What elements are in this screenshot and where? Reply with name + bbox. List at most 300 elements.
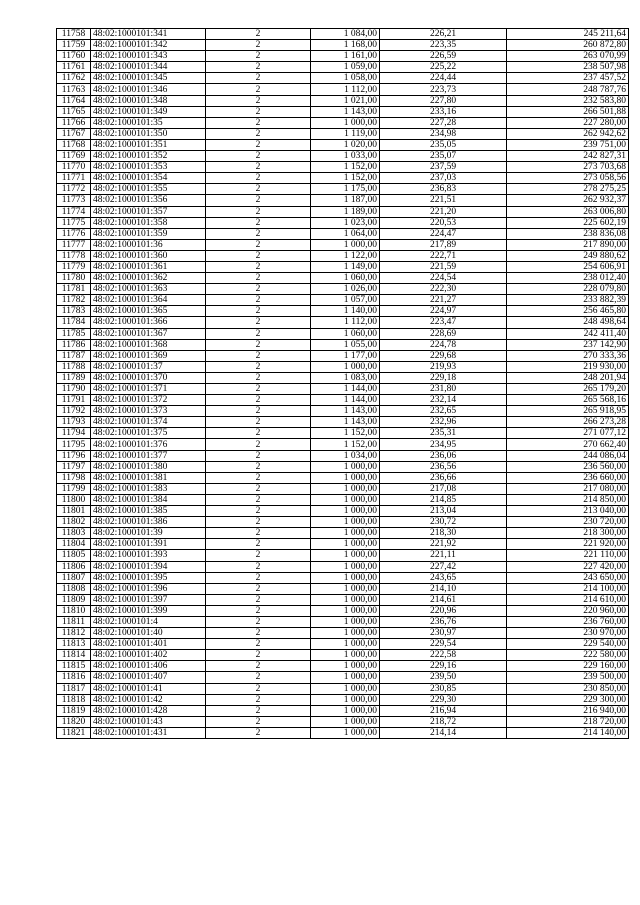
category-cell: 2 bbox=[206, 29, 311, 40]
table-row bbox=[57, 439, 629, 450]
table-row bbox=[57, 694, 629, 705]
table-row bbox=[57, 727, 629, 738]
table-row bbox=[57, 139, 629, 150]
table-row bbox=[57, 40, 629, 51]
table-row bbox=[57, 29, 629, 40]
total-value-cell: 248 787,76 bbox=[507, 84, 629, 95]
unit-value-cell: 229,18 bbox=[380, 372, 507, 383]
total-value-cell: 245 211,64 bbox=[507, 29, 629, 40]
row-number-cell: 11760 bbox=[57, 51, 91, 62]
row-number-cell: 11784 bbox=[57, 317, 91, 328]
table-row bbox=[57, 173, 629, 184]
category-cell: 2 bbox=[206, 250, 311, 261]
total-value-cell: 238 836,08 bbox=[507, 228, 629, 239]
unit-value-cell: 232,65 bbox=[380, 406, 507, 417]
row-number-cell: 11779 bbox=[57, 261, 91, 272]
category-cell: 2 bbox=[206, 550, 311, 561]
table-row bbox=[57, 384, 629, 395]
area-cell: 1 000,00 bbox=[311, 605, 380, 616]
unit-value-cell: 221,11 bbox=[380, 550, 507, 561]
total-value-cell: 229 300,00 bbox=[507, 694, 629, 705]
total-value-cell: 265 179,20 bbox=[507, 384, 629, 395]
area-cell: 1 000,00 bbox=[311, 672, 380, 683]
category-cell: 2 bbox=[206, 372, 311, 383]
row-number-cell: 11789 bbox=[57, 372, 91, 383]
cadastral-number-cell: 48:02:1000101:402 bbox=[91, 650, 206, 661]
category-cell: 2 bbox=[206, 195, 311, 206]
cadastral-number-cell: 48:02:1000101:381 bbox=[91, 472, 206, 483]
total-value-cell: 278 275,25 bbox=[507, 184, 629, 195]
unit-value-cell: 213,04 bbox=[380, 506, 507, 517]
area-cell: 1 058,00 bbox=[311, 73, 380, 84]
row-number-cell: 11806 bbox=[57, 561, 91, 572]
cadastral-number-cell: 48:02:1000101:358 bbox=[91, 217, 206, 228]
cadastral-number-cell: 48:02:1000101:344 bbox=[91, 62, 206, 73]
area-cell: 1 000,00 bbox=[311, 639, 380, 650]
category-cell: 2 bbox=[206, 616, 311, 627]
area-cell: 1 000,00 bbox=[311, 572, 380, 583]
cadastral-number-cell: 48:02:1000101:368 bbox=[91, 339, 206, 350]
total-value-cell: 228 079,80 bbox=[507, 284, 629, 295]
area-cell: 1 057,00 bbox=[311, 295, 380, 306]
category-cell: 2 bbox=[206, 95, 311, 106]
row-number-cell: 11769 bbox=[57, 151, 91, 162]
cadastral-number-cell: 48:02:1000101:352 bbox=[91, 151, 206, 162]
total-value-cell: 256 465,80 bbox=[507, 306, 629, 317]
row-number-cell: 11804 bbox=[57, 539, 91, 550]
total-value-cell: 244 086,04 bbox=[507, 450, 629, 461]
unit-value-cell: 214,61 bbox=[380, 594, 507, 605]
category-cell: 2 bbox=[206, 206, 311, 217]
unit-value-cell: 214,85 bbox=[380, 494, 507, 505]
unit-value-cell: 231,80 bbox=[380, 384, 507, 395]
area-cell: 1 149,00 bbox=[311, 261, 380, 272]
area-cell: 1 189,00 bbox=[311, 206, 380, 217]
unit-value-cell: 236,06 bbox=[380, 450, 507, 461]
row-number-cell: 11818 bbox=[57, 694, 91, 705]
area-cell: 1 152,00 bbox=[311, 162, 380, 173]
row-number-cell: 11821 bbox=[57, 727, 91, 738]
table-row bbox=[57, 239, 629, 250]
row-number-cell: 11771 bbox=[57, 173, 91, 184]
row-number-cell: 11778 bbox=[57, 250, 91, 261]
area-cell: 1 000,00 bbox=[311, 594, 380, 605]
table-row bbox=[57, 628, 629, 639]
cadastral-number-cell: 48:02:1000101:406 bbox=[91, 661, 206, 672]
area-cell: 1 000,00 bbox=[311, 528, 380, 539]
table-row bbox=[57, 461, 629, 472]
category-cell: 2 bbox=[206, 106, 311, 117]
cadastral-number-cell: 48:02:1000101:349 bbox=[91, 106, 206, 117]
total-value-cell: 236 760,00 bbox=[507, 616, 629, 627]
unit-value-cell: 233,16 bbox=[380, 106, 507, 117]
unit-value-cell: 218,72 bbox=[380, 716, 507, 727]
area-cell: 1 000,00 bbox=[311, 628, 380, 639]
unit-value-cell: 232,14 bbox=[380, 395, 507, 406]
cadastral-number-cell: 48:02:1000101:369 bbox=[91, 350, 206, 361]
unit-value-cell: 224,97 bbox=[380, 306, 507, 317]
unit-value-cell: 228,69 bbox=[380, 328, 507, 339]
cadastral-number-cell: 48:02:1000101:37 bbox=[91, 361, 206, 372]
area-cell: 1 021,00 bbox=[311, 95, 380, 106]
table-row bbox=[57, 583, 629, 594]
unit-value-cell: 220,96 bbox=[380, 605, 507, 616]
area-cell: 1 000,00 bbox=[311, 661, 380, 672]
category-cell: 2 bbox=[206, 506, 311, 517]
row-number-cell: 11772 bbox=[57, 184, 91, 195]
category-cell: 2 bbox=[206, 173, 311, 184]
category-cell: 2 bbox=[206, 661, 311, 672]
total-value-cell: 217 080,00 bbox=[507, 483, 629, 494]
row-number-cell: 11795 bbox=[57, 439, 91, 450]
table-row bbox=[57, 261, 629, 272]
category-cell: 2 bbox=[206, 628, 311, 639]
total-value-cell: 237 457,52 bbox=[507, 73, 629, 84]
total-value-cell: 266 273,28 bbox=[507, 417, 629, 428]
table-row bbox=[57, 328, 629, 339]
unit-value-cell: 217,08 bbox=[380, 483, 507, 494]
area-cell: 1 026,00 bbox=[311, 284, 380, 295]
unit-value-cell: 223,73 bbox=[380, 84, 507, 95]
area-cell: 1 187,00 bbox=[311, 195, 380, 206]
area-cell: 1 000,00 bbox=[311, 239, 380, 250]
table-row bbox=[57, 372, 629, 383]
row-number-cell: 11816 bbox=[57, 672, 91, 683]
area-cell: 1 152,00 bbox=[311, 428, 380, 439]
unit-value-cell: 220,53 bbox=[380, 217, 507, 228]
cadastral-number-cell: 48:02:1000101:428 bbox=[91, 705, 206, 716]
unit-value-cell: 235,31 bbox=[380, 428, 507, 439]
category-cell: 2 bbox=[206, 139, 311, 150]
category-cell: 2 bbox=[206, 306, 311, 317]
cadastral-number-cell: 48:02:1000101:364 bbox=[91, 295, 206, 306]
row-number-cell: 11817 bbox=[57, 683, 91, 694]
unit-value-cell: 219,93 bbox=[380, 361, 507, 372]
row-number-cell: 11820 bbox=[57, 716, 91, 727]
total-value-cell: 227 420,00 bbox=[507, 561, 629, 572]
category-cell: 2 bbox=[206, 273, 311, 284]
total-value-cell: 263 006,80 bbox=[507, 206, 629, 217]
category-cell: 2 bbox=[206, 84, 311, 95]
unit-value-cell: 223,35 bbox=[380, 40, 507, 51]
unit-value-cell: 217,89 bbox=[380, 239, 507, 250]
row-number-cell: 11810 bbox=[57, 605, 91, 616]
category-cell: 2 bbox=[206, 517, 311, 528]
category-cell: 2 bbox=[206, 284, 311, 295]
table-row bbox=[57, 406, 629, 417]
category-cell: 2 bbox=[206, 494, 311, 505]
row-number-cell: 11808 bbox=[57, 583, 91, 594]
row-number-cell: 11765 bbox=[57, 106, 91, 117]
category-cell: 2 bbox=[206, 727, 311, 738]
area-cell: 1 119,00 bbox=[311, 128, 380, 139]
total-value-cell: 273 058,56 bbox=[507, 173, 629, 184]
row-number-cell: 11801 bbox=[57, 506, 91, 517]
row-number-cell: 11766 bbox=[57, 117, 91, 128]
row-number-cell: 11800 bbox=[57, 494, 91, 505]
row-number-cell: 11790 bbox=[57, 384, 91, 395]
row-number-cell: 11797 bbox=[57, 461, 91, 472]
total-value-cell: 239 751,00 bbox=[507, 139, 629, 150]
table-body bbox=[57, 29, 629, 739]
area-cell: 1 140,00 bbox=[311, 306, 380, 317]
category-cell: 2 bbox=[206, 716, 311, 727]
area-cell: 1 034,00 bbox=[311, 450, 380, 461]
category-cell: 2 bbox=[206, 694, 311, 705]
total-value-cell: 248 498,64 bbox=[507, 317, 629, 328]
cadastral-number-cell: 48:02:1000101:375 bbox=[91, 428, 206, 439]
table-row bbox=[57, 228, 629, 239]
row-number-cell: 11786 bbox=[57, 339, 91, 350]
total-value-cell: 214 610,00 bbox=[507, 594, 629, 605]
category-cell: 2 bbox=[206, 639, 311, 650]
total-value-cell: 217 890,00 bbox=[507, 239, 629, 250]
cadastral-number-cell: 48:02:1000101:361 bbox=[91, 261, 206, 272]
table-row bbox=[57, 639, 629, 650]
table-row bbox=[57, 395, 629, 406]
table-row bbox=[57, 716, 629, 727]
unit-value-cell: 232,96 bbox=[380, 417, 507, 428]
cadastral-number-cell: 48:02:1000101:357 bbox=[91, 206, 206, 217]
unit-value-cell: 223,47 bbox=[380, 317, 507, 328]
row-number-cell: 11758 bbox=[57, 29, 91, 40]
area-cell: 1 177,00 bbox=[311, 350, 380, 361]
area-cell: 1 055,00 bbox=[311, 339, 380, 350]
unit-value-cell: 229,30 bbox=[380, 694, 507, 705]
unit-value-cell: 226,59 bbox=[380, 51, 507, 62]
area-cell: 1 000,00 bbox=[311, 583, 380, 594]
cadastral-number-cell: 48:02:1000101:391 bbox=[91, 539, 206, 550]
cadastral-number-cell: 48:02:1000101:43 bbox=[91, 716, 206, 727]
table-row bbox=[57, 73, 629, 84]
unit-value-cell: 224,54 bbox=[380, 273, 507, 284]
table-row bbox=[57, 217, 629, 228]
area-cell: 1 112,00 bbox=[311, 317, 380, 328]
total-value-cell: 221 920,00 bbox=[507, 539, 629, 550]
row-number-cell: 11812 bbox=[57, 628, 91, 639]
unit-value-cell: 230,97 bbox=[380, 628, 507, 639]
total-value-cell: 222 580,00 bbox=[507, 650, 629, 661]
cadastral-number-cell: 48:02:1000101:401 bbox=[91, 639, 206, 650]
total-value-cell: 218 720,00 bbox=[507, 716, 629, 727]
total-value-cell: 248 201,94 bbox=[507, 372, 629, 383]
unit-value-cell: 222,71 bbox=[380, 250, 507, 261]
row-number-cell: 11805 bbox=[57, 550, 91, 561]
cadastral-number-cell: 48:02:1000101:4 bbox=[91, 616, 206, 627]
row-number-cell: 11788 bbox=[57, 361, 91, 372]
table-row bbox=[57, 417, 629, 428]
unit-value-cell: 236,56 bbox=[380, 461, 507, 472]
area-cell: 1 059,00 bbox=[311, 62, 380, 73]
unit-value-cell: 218,30 bbox=[380, 528, 507, 539]
total-value-cell: 220 960,00 bbox=[507, 605, 629, 616]
area-cell: 1 083,00 bbox=[311, 372, 380, 383]
table-row bbox=[57, 284, 629, 295]
unit-value-cell: 222,58 bbox=[380, 650, 507, 661]
category-cell: 2 bbox=[206, 428, 311, 439]
unit-value-cell: 221,27 bbox=[380, 295, 507, 306]
row-number-cell: 11780 bbox=[57, 273, 91, 284]
cadastral-number-cell: 48:02:1000101:362 bbox=[91, 273, 206, 284]
cadastral-number-cell: 48:02:1000101:40 bbox=[91, 628, 206, 639]
unit-value-cell: 216,94 bbox=[380, 705, 507, 716]
row-number-cell: 11787 bbox=[57, 350, 91, 361]
cadastral-number-cell: 48:02:1000101:407 bbox=[91, 672, 206, 683]
total-value-cell: 225 602,19 bbox=[507, 217, 629, 228]
category-cell: 2 bbox=[206, 406, 311, 417]
unit-value-cell: 225,22 bbox=[380, 62, 507, 73]
table-row bbox=[57, 62, 629, 73]
cadastral-number-cell: 48:02:1000101:377 bbox=[91, 450, 206, 461]
cadastral-number-cell: 48:02:1000101:395 bbox=[91, 572, 206, 583]
unit-value-cell: 214,10 bbox=[380, 583, 507, 594]
unit-value-cell: 227,80 bbox=[380, 95, 507, 106]
row-number-cell: 11764 bbox=[57, 95, 91, 106]
row-number-cell: 11809 bbox=[57, 594, 91, 605]
total-value-cell: 270 333,36 bbox=[507, 350, 629, 361]
cadastral-number-cell: 48:02:1000101:354 bbox=[91, 173, 206, 184]
total-value-cell: 233 882,39 bbox=[507, 295, 629, 306]
table-row bbox=[57, 95, 629, 106]
row-number-cell: 11813 bbox=[57, 639, 91, 650]
total-value-cell: 273 703,68 bbox=[507, 162, 629, 173]
category-cell: 2 bbox=[206, 51, 311, 62]
row-number-cell: 11796 bbox=[57, 450, 91, 461]
unit-value-cell: 227,28 bbox=[380, 117, 507, 128]
category-cell: 2 bbox=[206, 395, 311, 406]
table-row bbox=[57, 472, 629, 483]
unit-value-cell: 235,05 bbox=[380, 139, 507, 150]
unit-value-cell: 227,42 bbox=[380, 561, 507, 572]
cadastral-number-cell: 48:02:1000101:380 bbox=[91, 461, 206, 472]
category-cell: 2 bbox=[206, 417, 311, 428]
category-cell: 2 bbox=[206, 439, 311, 450]
row-number-cell: 11777 bbox=[57, 239, 91, 250]
cadastral-number-cell: 48:02:1000101:343 bbox=[91, 51, 206, 62]
category-cell: 2 bbox=[206, 151, 311, 162]
unit-value-cell: 222,30 bbox=[380, 284, 507, 295]
area-cell: 1 023,00 bbox=[311, 217, 380, 228]
category-cell: 2 bbox=[206, 672, 311, 683]
area-cell: 1 143,00 bbox=[311, 106, 380, 117]
cadastral-number-cell: 48:02:1000101:350 bbox=[91, 128, 206, 139]
unit-value-cell: 236,83 bbox=[380, 184, 507, 195]
total-value-cell: 232 583,80 bbox=[507, 95, 629, 106]
category-cell: 2 bbox=[206, 472, 311, 483]
category-cell: 2 bbox=[206, 40, 311, 51]
unit-value-cell: 237,03 bbox=[380, 173, 507, 184]
table-row bbox=[57, 672, 629, 683]
area-cell: 1 060,00 bbox=[311, 328, 380, 339]
category-cell: 2 bbox=[206, 705, 311, 716]
total-value-cell: 262 942,62 bbox=[507, 128, 629, 139]
unit-value-cell: 237,59 bbox=[380, 162, 507, 173]
table-row bbox=[57, 361, 629, 372]
cadastral-number-cell: 48:02:1000101:355 bbox=[91, 184, 206, 195]
row-number-cell: 11768 bbox=[57, 139, 91, 150]
table-row bbox=[57, 51, 629, 62]
area-cell: 1 000,00 bbox=[311, 494, 380, 505]
cadastral-number-cell: 48:02:1000101:431 bbox=[91, 727, 206, 738]
row-number-cell: 11798 bbox=[57, 472, 91, 483]
total-value-cell: 229 160,00 bbox=[507, 661, 629, 672]
cadastral-number-cell: 48:02:1000101:383 bbox=[91, 483, 206, 494]
area-cell: 1 000,00 bbox=[311, 361, 380, 372]
row-number-cell: 11803 bbox=[57, 528, 91, 539]
total-value-cell: 239 500,00 bbox=[507, 672, 629, 683]
cadastral-number-cell: 48:02:1000101:363 bbox=[91, 284, 206, 295]
category-cell: 2 bbox=[206, 73, 311, 84]
area-cell: 1 161,00 bbox=[311, 51, 380, 62]
category-cell: 2 bbox=[206, 317, 311, 328]
table-row bbox=[57, 572, 629, 583]
total-value-cell: 238 507,98 bbox=[507, 62, 629, 73]
unit-value-cell: 235,07 bbox=[380, 151, 507, 162]
category-cell: 2 bbox=[206, 528, 311, 539]
table-row bbox=[57, 295, 629, 306]
category-cell: 2 bbox=[206, 683, 311, 694]
category-cell: 2 bbox=[206, 483, 311, 494]
table-row bbox=[57, 206, 629, 217]
table-row bbox=[57, 339, 629, 350]
total-value-cell: 270 662,40 bbox=[507, 439, 629, 450]
table-row bbox=[57, 162, 629, 173]
category-cell: 2 bbox=[206, 594, 311, 605]
category-cell: 2 bbox=[206, 217, 311, 228]
cadastral-number-cell: 48:02:1000101:373 bbox=[91, 406, 206, 417]
row-number-cell: 11807 bbox=[57, 572, 91, 583]
table-row bbox=[57, 550, 629, 561]
cadastral-number-cell: 48:02:1000101:371 bbox=[91, 384, 206, 395]
row-number-cell: 11775 bbox=[57, 217, 91, 228]
unit-value-cell: 226,21 bbox=[380, 29, 507, 40]
category-cell: 2 bbox=[206, 361, 311, 372]
total-value-cell: 260 872,80 bbox=[507, 40, 629, 51]
row-number-cell: 11802 bbox=[57, 517, 91, 528]
table-row bbox=[57, 650, 629, 661]
area-cell: 1 000,00 bbox=[311, 461, 380, 472]
cadastral-number-cell: 48:02:1000101:367 bbox=[91, 328, 206, 339]
area-cell: 1 144,00 bbox=[311, 395, 380, 406]
cadastral-number-cell: 48:02:1000101:384 bbox=[91, 494, 206, 505]
unit-value-cell: 234,98 bbox=[380, 128, 507, 139]
table-row bbox=[57, 506, 629, 517]
total-value-cell: 214 850,00 bbox=[507, 494, 629, 505]
area-cell: 1 000,00 bbox=[311, 561, 380, 572]
row-number-cell: 11782 bbox=[57, 295, 91, 306]
unit-value-cell: 229,54 bbox=[380, 639, 507, 650]
total-value-cell: 221 110,00 bbox=[507, 550, 629, 561]
category-cell: 2 bbox=[206, 162, 311, 173]
area-cell: 1 000,00 bbox=[311, 506, 380, 517]
total-value-cell: 263 070,99 bbox=[507, 51, 629, 62]
row-number-cell: 11819 bbox=[57, 705, 91, 716]
total-value-cell: 236 560,00 bbox=[507, 461, 629, 472]
total-value-cell: 230 850,00 bbox=[507, 683, 629, 694]
table-row bbox=[57, 428, 629, 439]
total-value-cell: 249 880,62 bbox=[507, 250, 629, 261]
total-value-cell: 219 930,00 bbox=[507, 361, 629, 372]
cadastral-value-table bbox=[56, 28, 629, 739]
area-cell: 1 060,00 bbox=[311, 273, 380, 284]
cadastral-number-cell: 48:02:1000101:342 bbox=[91, 40, 206, 51]
cadastral-number-cell: 48:02:1000101:345 bbox=[91, 73, 206, 84]
area-cell: 1 000,00 bbox=[311, 472, 380, 483]
table-row bbox=[57, 184, 629, 195]
table-row bbox=[57, 616, 629, 627]
total-value-cell: 243 650,00 bbox=[507, 572, 629, 583]
area-cell: 1 000,00 bbox=[311, 694, 380, 705]
